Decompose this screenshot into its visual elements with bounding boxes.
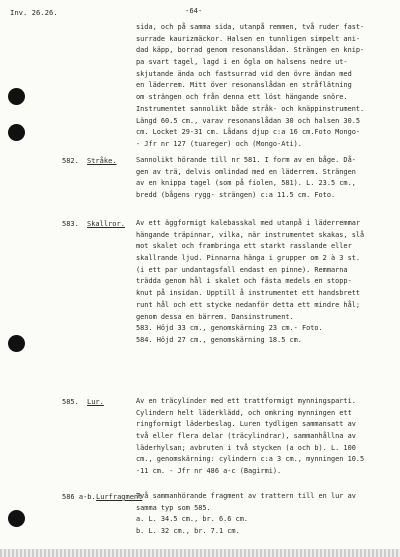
text-line: om strängen och från denna ett löst hängande snöre.	[136, 93, 348, 102]
text-line: surrade kaurizmäckor. Halsen en tunnligen simpelt ani-	[136, 34, 361, 43]
inventory-label: Inv. 26.26.	[10, 8, 58, 17]
text-line: ringformigt läderbeslag. Luren tydligen sammansatt av	[136, 420, 356, 429]
entry-name: Skallror.	[87, 220, 125, 228]
text-line: samma typ som 585.	[136, 503, 211, 512]
entry-text	[136, 491, 394, 538]
text-line: Längd 60.5 cm., varav resonanslådan 30 och halsen 30.5	[136, 116, 361, 125]
text-line: av en knippa tagel (som på fiolen, 581). L. 23.5 cm.,	[136, 179, 356, 188]
text-line: knut på insidan. Upptill å instrumentet ett handsbrett	[136, 289, 361, 298]
entry-name: Lur.	[87, 398, 104, 406]
punch-hole-1	[8, 88, 25, 105]
text-line: runt hål och ett stycke nedanför detta ett mindre hål;	[136, 300, 361, 309]
entry-text	[136, 155, 394, 202]
text-line: dad käpp, borrad genom resonanslådan. Strängen en knip-	[136, 46, 365, 55]
text-line: genom dessa en bärrem. Dansinstrument.	[136, 312, 294, 321]
text-line: 584. Höjd 27 cm., genomskärning 18.5 cm.	[136, 335, 302, 344]
text-line: gen av trä, delvis omlindad med en läderrem. Strängen	[136, 167, 356, 176]
text-line: bredd (bågens rygg- strängen) c:a 11.5 cm. Foto.	[136, 191, 336, 200]
page-number: -64-	[185, 6, 203, 15]
text-line: 583. Höjd 33 cm., genomskärning 23 cm.- Foto.	[136, 324, 323, 333]
text-line: en läderrem. Mitt över resonanslådan en stråflätning	[136, 81, 352, 90]
text-line: Av ett äggformigt kalebasskal med utanpå i läderremmar	[136, 219, 361, 227]
text-line: sida, och på samma sida, utanpå remmen, två ruder fast-	[136, 23, 365, 31]
text-line: hängande träpinnar, vilka, när instrumentet skakas, slå	[136, 230, 365, 239]
entry-text	[136, 396, 394, 478]
text-line: skjutande ända och fastsurrad vid den övre ändan med	[136, 69, 352, 78]
intro-paragraph	[136, 22, 394, 151]
text-line: skallrande ljud. Pinnarna hänga i grupper om 2 à 3 st.	[136, 254, 361, 263]
text-line: läderhylsan; avbruten i två stycken (a och b). L. 100	[136, 443, 356, 452]
entry-number: 586 a-b.	[62, 493, 96, 501]
text-line: mot skalet och frambringa ett starkt rasslande eller	[136, 242, 352, 251]
text-line: Cylindern helt läderklädd, och omkring mynningen ett	[136, 408, 352, 417]
text-line: pa svart tagel, lagd i en ögla om halsens nedre ut-	[136, 58, 348, 67]
text-line: Sannolikt hörande till nr 581. I form av en båge. Då-	[136, 156, 356, 164]
entry-text	[136, 218, 394, 347]
text-line: Två sammanhörande fragment av trattern till en lur av	[136, 492, 356, 500]
text-line: trädda genom hål i skalet och fästa medels en stopp-	[136, 277, 352, 286]
scan-edge-strip	[0, 549, 400, 557]
text-line: Instrumentet sannolikt både stråk- och knäppinstrument.	[136, 104, 365, 113]
text-line: a. L. 34.5 cm., br. 6.6 cm.	[136, 515, 249, 524]
punch-hole-2	[8, 124, 25, 141]
entry-number: 585.	[62, 398, 79, 406]
entry-number: 583.	[62, 220, 79, 228]
punch-hole-4	[8, 510, 25, 527]
text-line: Av en träcylinder med ett trattformigt mynningsparti.	[136, 397, 356, 405]
entry-number: 582.	[62, 157, 79, 165]
punch-hole-3	[8, 335, 25, 352]
text-line: (i ett par undantagsfall endast en pinne). Remmarna	[136, 265, 348, 274]
text-line: cm. Locket 29-31 cm. Lådans djup c:a 16 cm.Foto Mongo-	[136, 128, 361, 137]
text-line: -11 cm. - Jfr nr 486 a-c (Bagirmi).	[136, 467, 282, 476]
entry-name: Lurfragment	[96, 493, 143, 501]
text-line: två eller flera delar (träcylindrar), sammanhållna av	[136, 432, 356, 441]
text-line: b. L. 32 cm., br. 7.1 cm.	[136, 527, 240, 536]
text-line: - Jfr nr 127 (tuareger) och (Mongo-Ati).	[136, 139, 302, 148]
entry-name: Stråke.	[87, 157, 117, 165]
text-line: cm., genomskärning: cylindern c:a 3 cm., mynningen 10.5	[136, 455, 365, 464]
